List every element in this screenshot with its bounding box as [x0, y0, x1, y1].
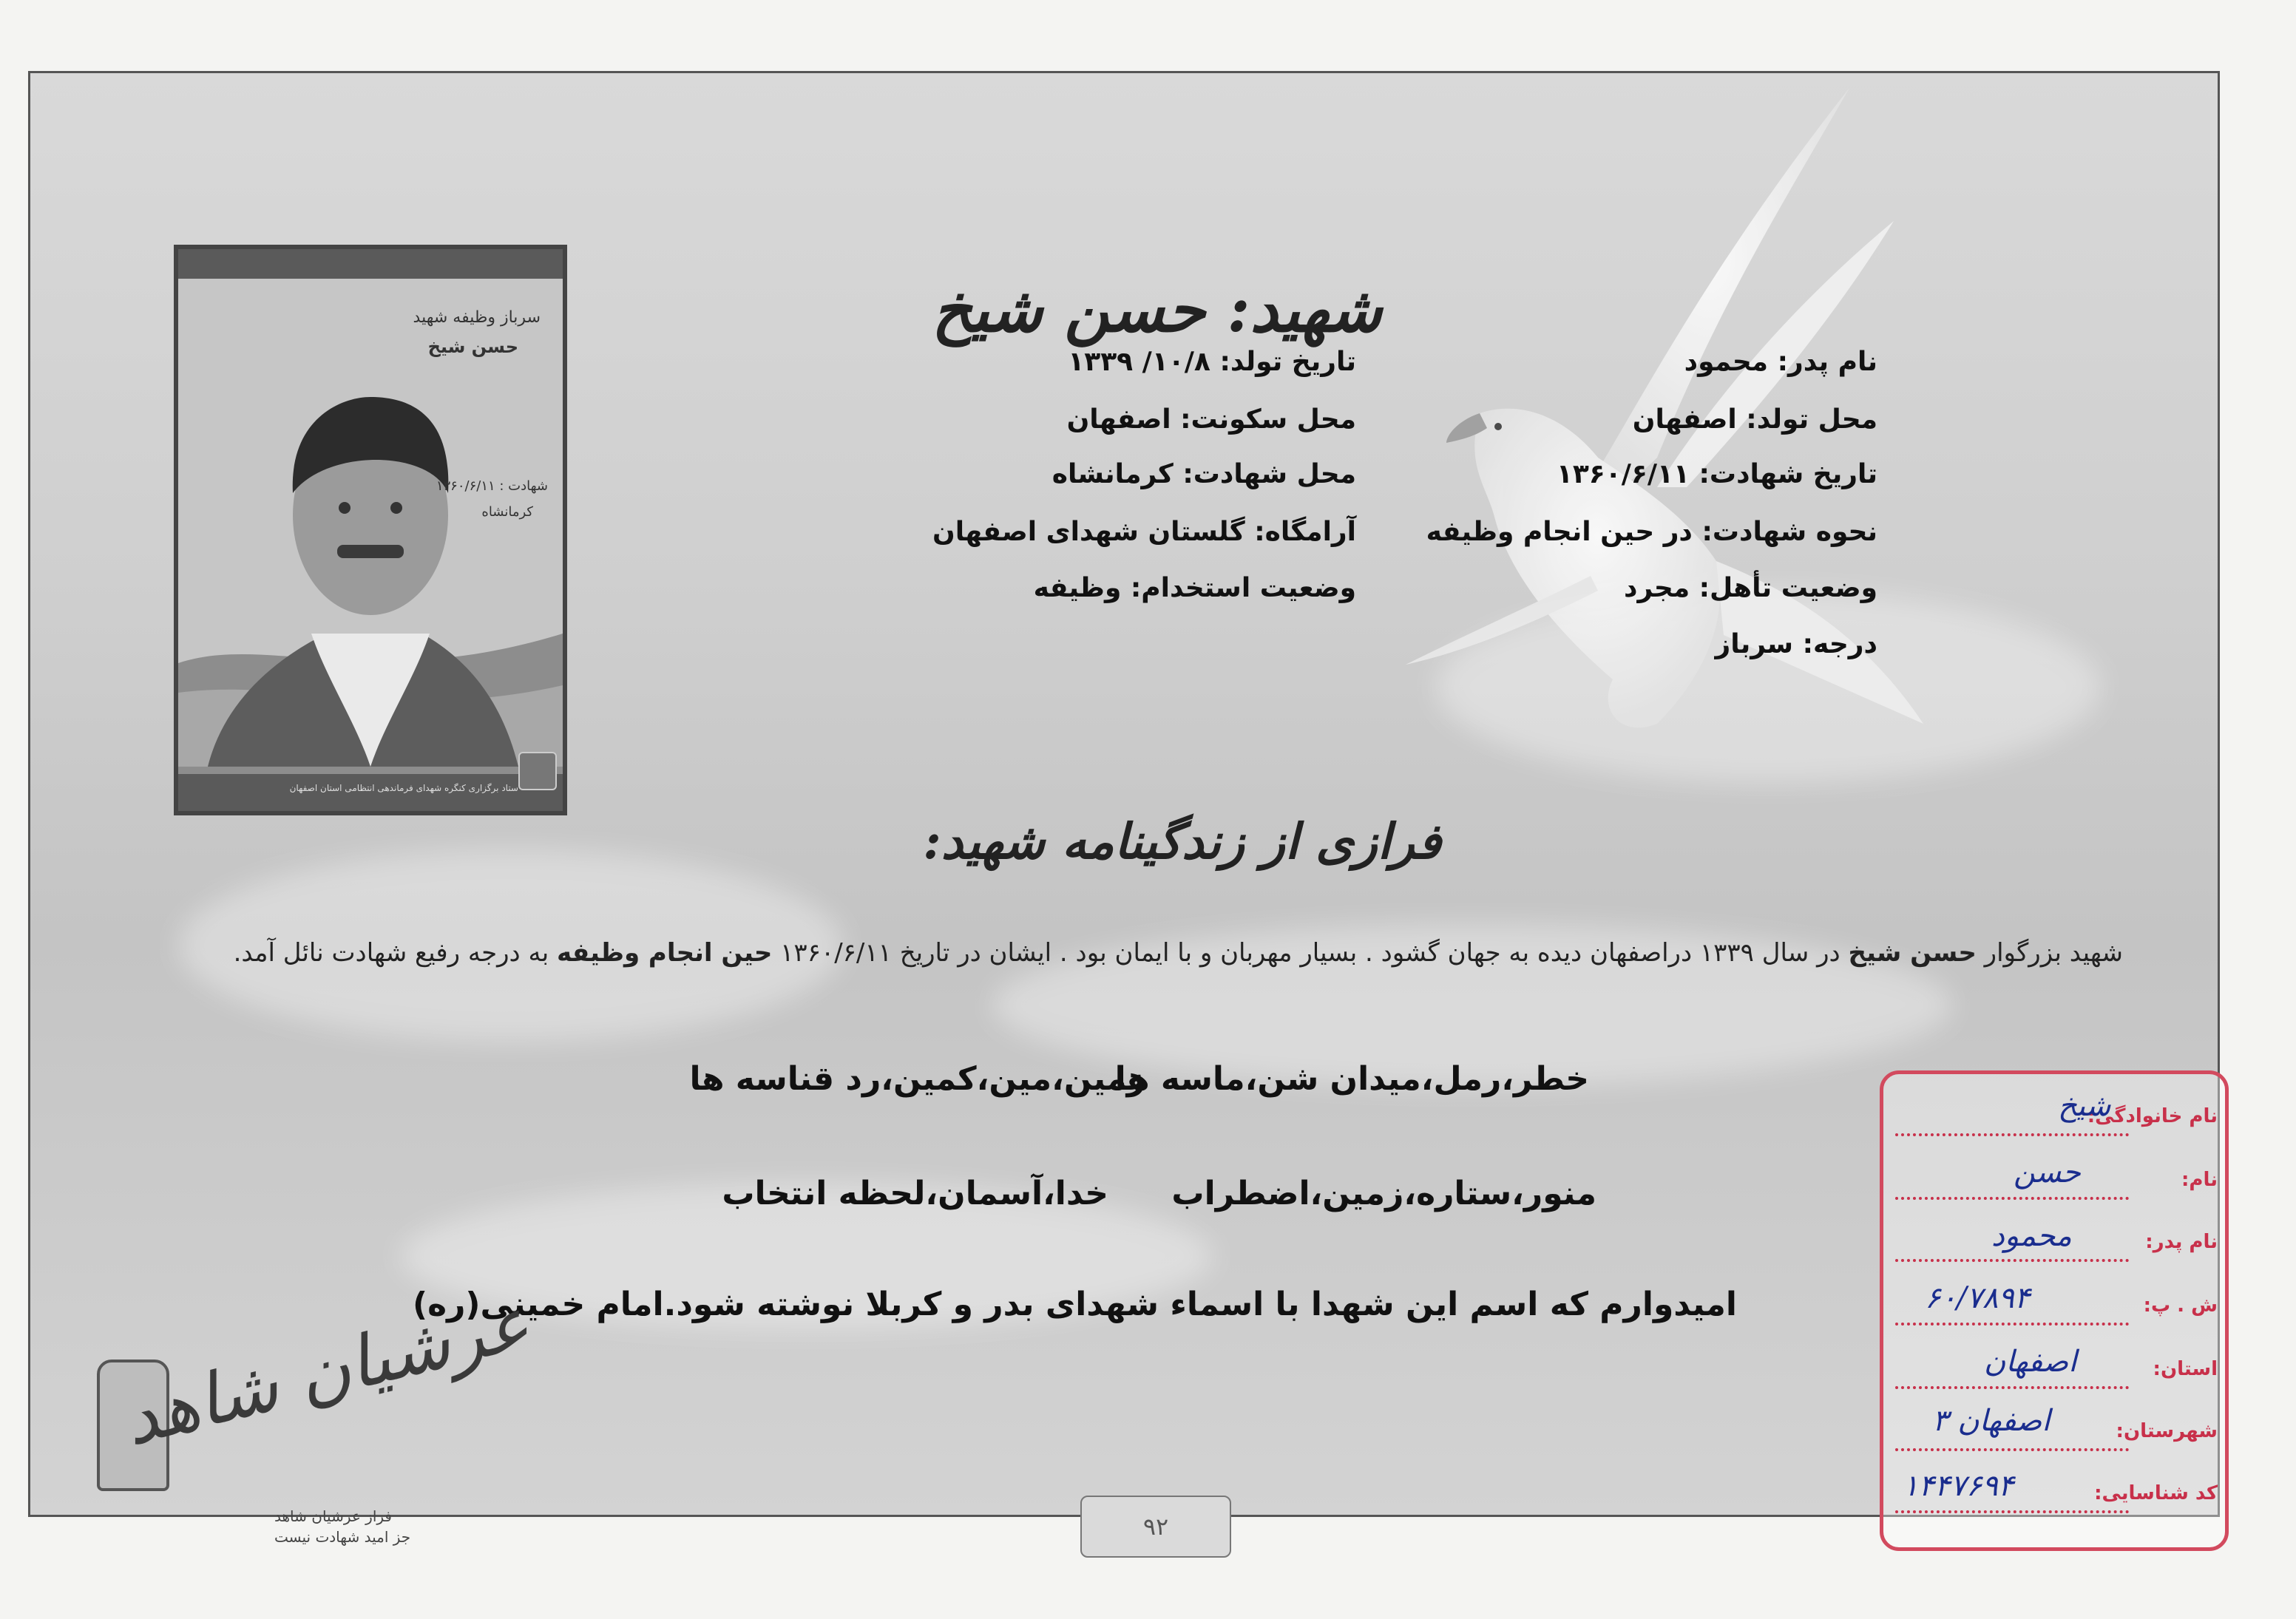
martyrdom-manner: نحوه شهادت: در حین انجام وظیفه	[1426, 517, 1877, 547]
stamp-dots	[1895, 1386, 2129, 1389]
rank: درجه: سرباز	[1715, 629, 1877, 659]
martyrdom-place: محل شهادت: کرمانشاه	[1052, 459, 1356, 489]
handwritten-city: اصفهان ۳	[1932, 1404, 2051, 1438]
stamp-label-first-name: نام:	[2181, 1169, 2218, 1191]
stamp-dots	[1895, 1323, 2129, 1326]
verse-line-2-right: منور،ستاره،زمین،اضطراب	[1171, 1175, 1596, 1212]
stamp-label-city: شهرستان:	[2116, 1420, 2218, 1442]
dove-icon	[1376, 73, 1938, 812]
stamp-dots	[1895, 1197, 2129, 1200]
stamp-dots	[1895, 1448, 2129, 1451]
martyr-photo-card	[174, 245, 567, 815]
bio-manner: حین انجام وظیفه	[556, 938, 773, 968]
logo-slogan-2: جز امید شهادت نیست	[274, 1528, 411, 1546]
bio-paragraph	[156, 920, 2123, 986]
khomeini-quote: امیدوارم که اسم این شهدا با اسماء شهدای بدر و کربلا نوشته شود.امام خمینی(ره)	[413, 1286, 1737, 1323]
archive-stamp	[1880, 1070, 2229, 1551]
arshian-shahed-logo: عرشیان شاهد	[115, 1280, 538, 1462]
handwritten-first-name: حسن	[2014, 1155, 2081, 1189]
stamp-row-city	[1888, 1404, 2218, 1457]
handwritten-id-code: ۱۴۴۷۶۹۴	[1903, 1469, 2014, 1503]
martyr-portrait	[178, 249, 563, 811]
birth-place: محل تولد: اصفهان	[1632, 404, 1877, 435]
stamp-row-province	[1888, 1345, 2218, 1395]
photo-label-name: حسن شیخ	[427, 336, 518, 357]
stamp-row-father-name	[1888, 1219, 2218, 1268]
employment-status: وضعیت استخدام: وظیفه	[1033, 573, 1356, 603]
residence: محل سکونت: اصفهان	[1066, 404, 1356, 435]
martyrdom-date: تاریخ شهادت: ۱۳۶۰/۶/۱۱	[1556, 459, 1877, 489]
photo-label-date: شهادت : ۱۳۶۰/۶/۱۱	[436, 478, 548, 494]
cemetery: آرامگاه: گلستان شهدای اصفهان	[932, 517, 1356, 547]
handwritten-province: اصفهان	[1984, 1345, 2077, 1379]
stamp-row-id-code	[1888, 1469, 2218, 1519]
bio-name: حسن شیخ	[1848, 938, 1977, 968]
logo-slogan-1: فراز عرشیان شاهد	[274, 1507, 392, 1525]
bio-text-1: شهید بزرگوار	[1984, 938, 2123, 968]
stamp-label-province: استان:	[2153, 1358, 2218, 1380]
photo-bottom-caption: ستاد برگزاری کنگره شهدای فرماندهی انتظامی استان اصفهان	[289, 783, 518, 793]
police-emblem-icon	[518, 752, 557, 790]
stamp-row-family-name	[1888, 1089, 2218, 1142]
stamp-row-first-name	[1888, 1155, 2218, 1206]
bio-text-2: در سال ۱۳۳۹ دراصفهان دیده به جهان گشود . بسیار مهربان و با ایمان بود . ایشان در تاریخ ۱۳۶۰/۶/۱۱	[780, 938, 1840, 968]
bio-heading: فرازی از زندگینامه شهید:	[923, 812, 1441, 870]
verse-line-2-left: خدا،آسمان،لحظه انتخاب	[722, 1175, 1108, 1212]
stamp-dots	[1895, 1510, 2129, 1513]
stamp-label-id-number: ش . پ:	[2143, 1294, 2218, 1317]
verse-line-1-left: زمین،مین،کمین،رد قناسه ها	[689, 1060, 1145, 1098]
page-title: شهید: حسن شیخ	[932, 273, 1382, 346]
birth-date: تاریخ تولد: ۱۰/۸/ ۱۳۳۹	[1068, 347, 1356, 377]
handwritten-father-name: محمود	[1991, 1219, 2072, 1253]
stamp-dots	[1895, 1259, 2129, 1262]
stamp-label-family-name: نام خانوادگی:	[2087, 1105, 2218, 1127]
father-name: نام پدر: محمود	[1684, 347, 1877, 377]
stamp-label-father-name: نام پدر:	[2145, 1231, 2218, 1253]
page-number: ۹۲	[1080, 1496, 1231, 1558]
photo-label-place: کرمانشاه	[481, 504, 533, 520]
stamp-row-id-number	[1888, 1281, 2218, 1331]
verse-line-1-right: خطر،رمل،میدان شن،ماسه ها	[1114, 1060, 1589, 1098]
stamp-label-id-code: کد شناسایی:	[2094, 1482, 2218, 1504]
handwritten-id-number: ۶۰/۷۸۹۴	[1925, 1281, 2031, 1315]
handwritten-family-name: شیخ	[2058, 1089, 2111, 1123]
photo-label-rank: سرباز وظیفه شهید	[413, 308, 541, 327]
stamp-dots	[1895, 1133, 2129, 1136]
marital-status: وضعیت تأهل: مجرد	[1624, 573, 1877, 603]
bio-text-3: به درجه رفیع شهادت نائل آمد.	[233, 938, 549, 968]
